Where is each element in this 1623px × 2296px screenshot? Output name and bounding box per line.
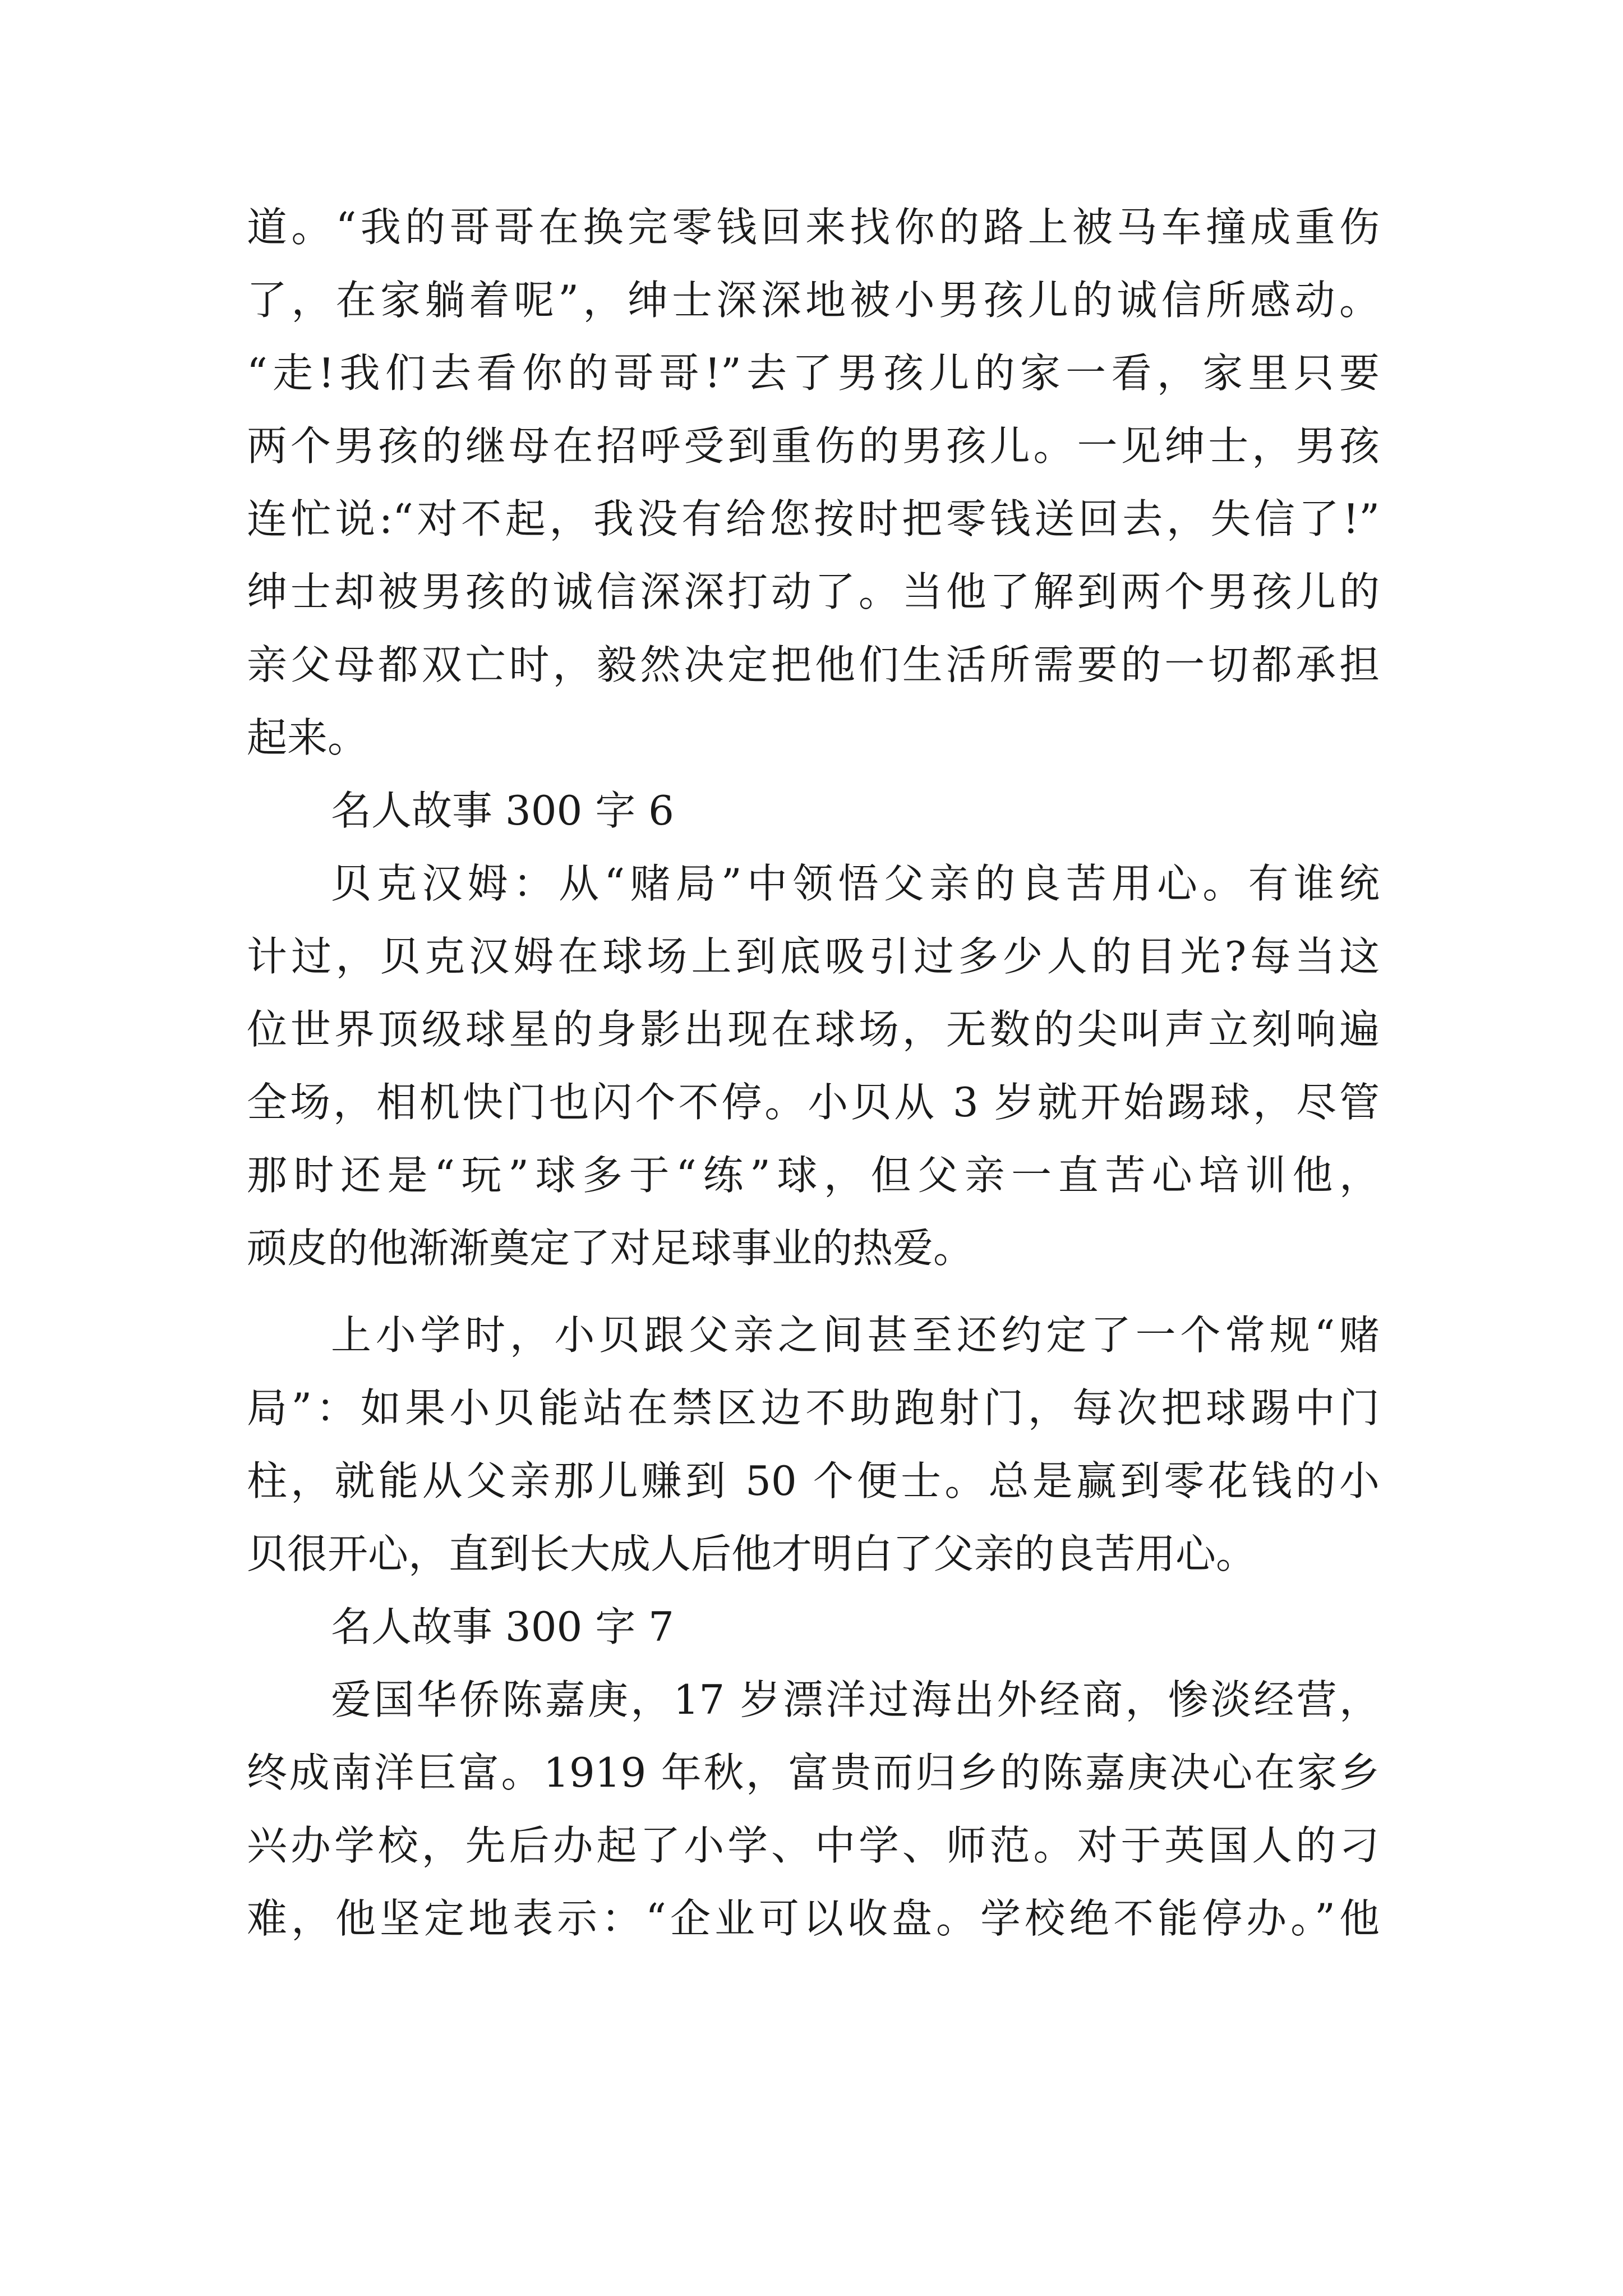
text-line-2: 了，在家躺着呢”，绅士深深地被小男孩儿的诚信所感动。: [247, 277, 1380, 324]
text-line-12: 位世界顶级球星的身影出现在球场，无数的尖叫声立刻响遍: [247, 1006, 1380, 1053]
text-line-23: 兴办学校，先后办起了小学、中学、师范。对于英国人的刁: [247, 1822, 1380, 1869]
text-line-24: 难，他坚定地表示：“企业可以收盘。学校绝不能停办。”他: [247, 1895, 1380, 1942]
text-line-18: 柱，就能从父亲那儿赚到 50 个便士。总是赢到零花钱的小: [247, 1457, 1380, 1504]
text-line-21: 爱国华侨陈嘉庚，17 岁漂洋过海出外经商，惨淡经营，: [331, 1676, 1380, 1723]
text-line-13: 全场，相机快门也闪个不停。小贝从 3 岁就开始踢球，尽管: [247, 1079, 1380, 1126]
text-line-22: 终成南洋巨富。1919 年秋，富贵而归乡的陈嘉庚决心在家乡: [247, 1749, 1380, 1796]
text-line-11: 计过，贝克汉姆在球场上到底吸引过多少人的目光?每当这: [247, 933, 1380, 980]
text-line-10: 贝克汉姆：从“赌局”中领悟父亲的良苦用心。有谁统: [331, 860, 1380, 907]
text-line-7: 亲父母都双亡时，毅然决定把他们生活所需要的一切都承担: [247, 641, 1380, 688]
text-line-4: 两个男孩的继母在招呼受到重伤的男孩儿。一见绅士，男孩: [247, 422, 1380, 470]
text-line-15: 顽皮的他渐渐奠定了对足球事业的热爱。: [247, 1225, 974, 1272]
text-line-14: 那时还是“玩”球多于“练”球，但父亲一直苦心培训他，: [247, 1152, 1380, 1199]
section-heading-6: 名人故事 300 字 6: [331, 787, 674, 834]
text-line-3: “走!我们去看你的哥哥!”去了男孩儿的家一看，家里只要: [247, 349, 1380, 397]
text-line-16: 上小学时，小贝跟父亲之间甚至还约定了一个常规“赌: [331, 1312, 1380, 1359]
text-line-5: 连忙说:“对不起，我没有给您按时把零钱送回去，失信了!”: [247, 495, 1380, 542]
text-line-1: 道。“我的哥哥在换完零钱回来找你的路上被马车撞成重伤: [247, 204, 1380, 251]
text-line-6: 绅士却被男孩的诚信深深打动了。当他了解到两个男孩儿的: [247, 568, 1380, 615]
text-line-17: 局”：如果小贝能站在禁区边不助跑射门，每次把球踢中门: [247, 1384, 1380, 1432]
section-heading-7: 名人故事 300 字 7: [331, 1603, 674, 1650]
text-line-8: 起来。: [247, 714, 368, 761]
text-line-19: 贝很开心，直到长大成人后他才明白了父亲的良苦用心。: [247, 1530, 1257, 1577]
